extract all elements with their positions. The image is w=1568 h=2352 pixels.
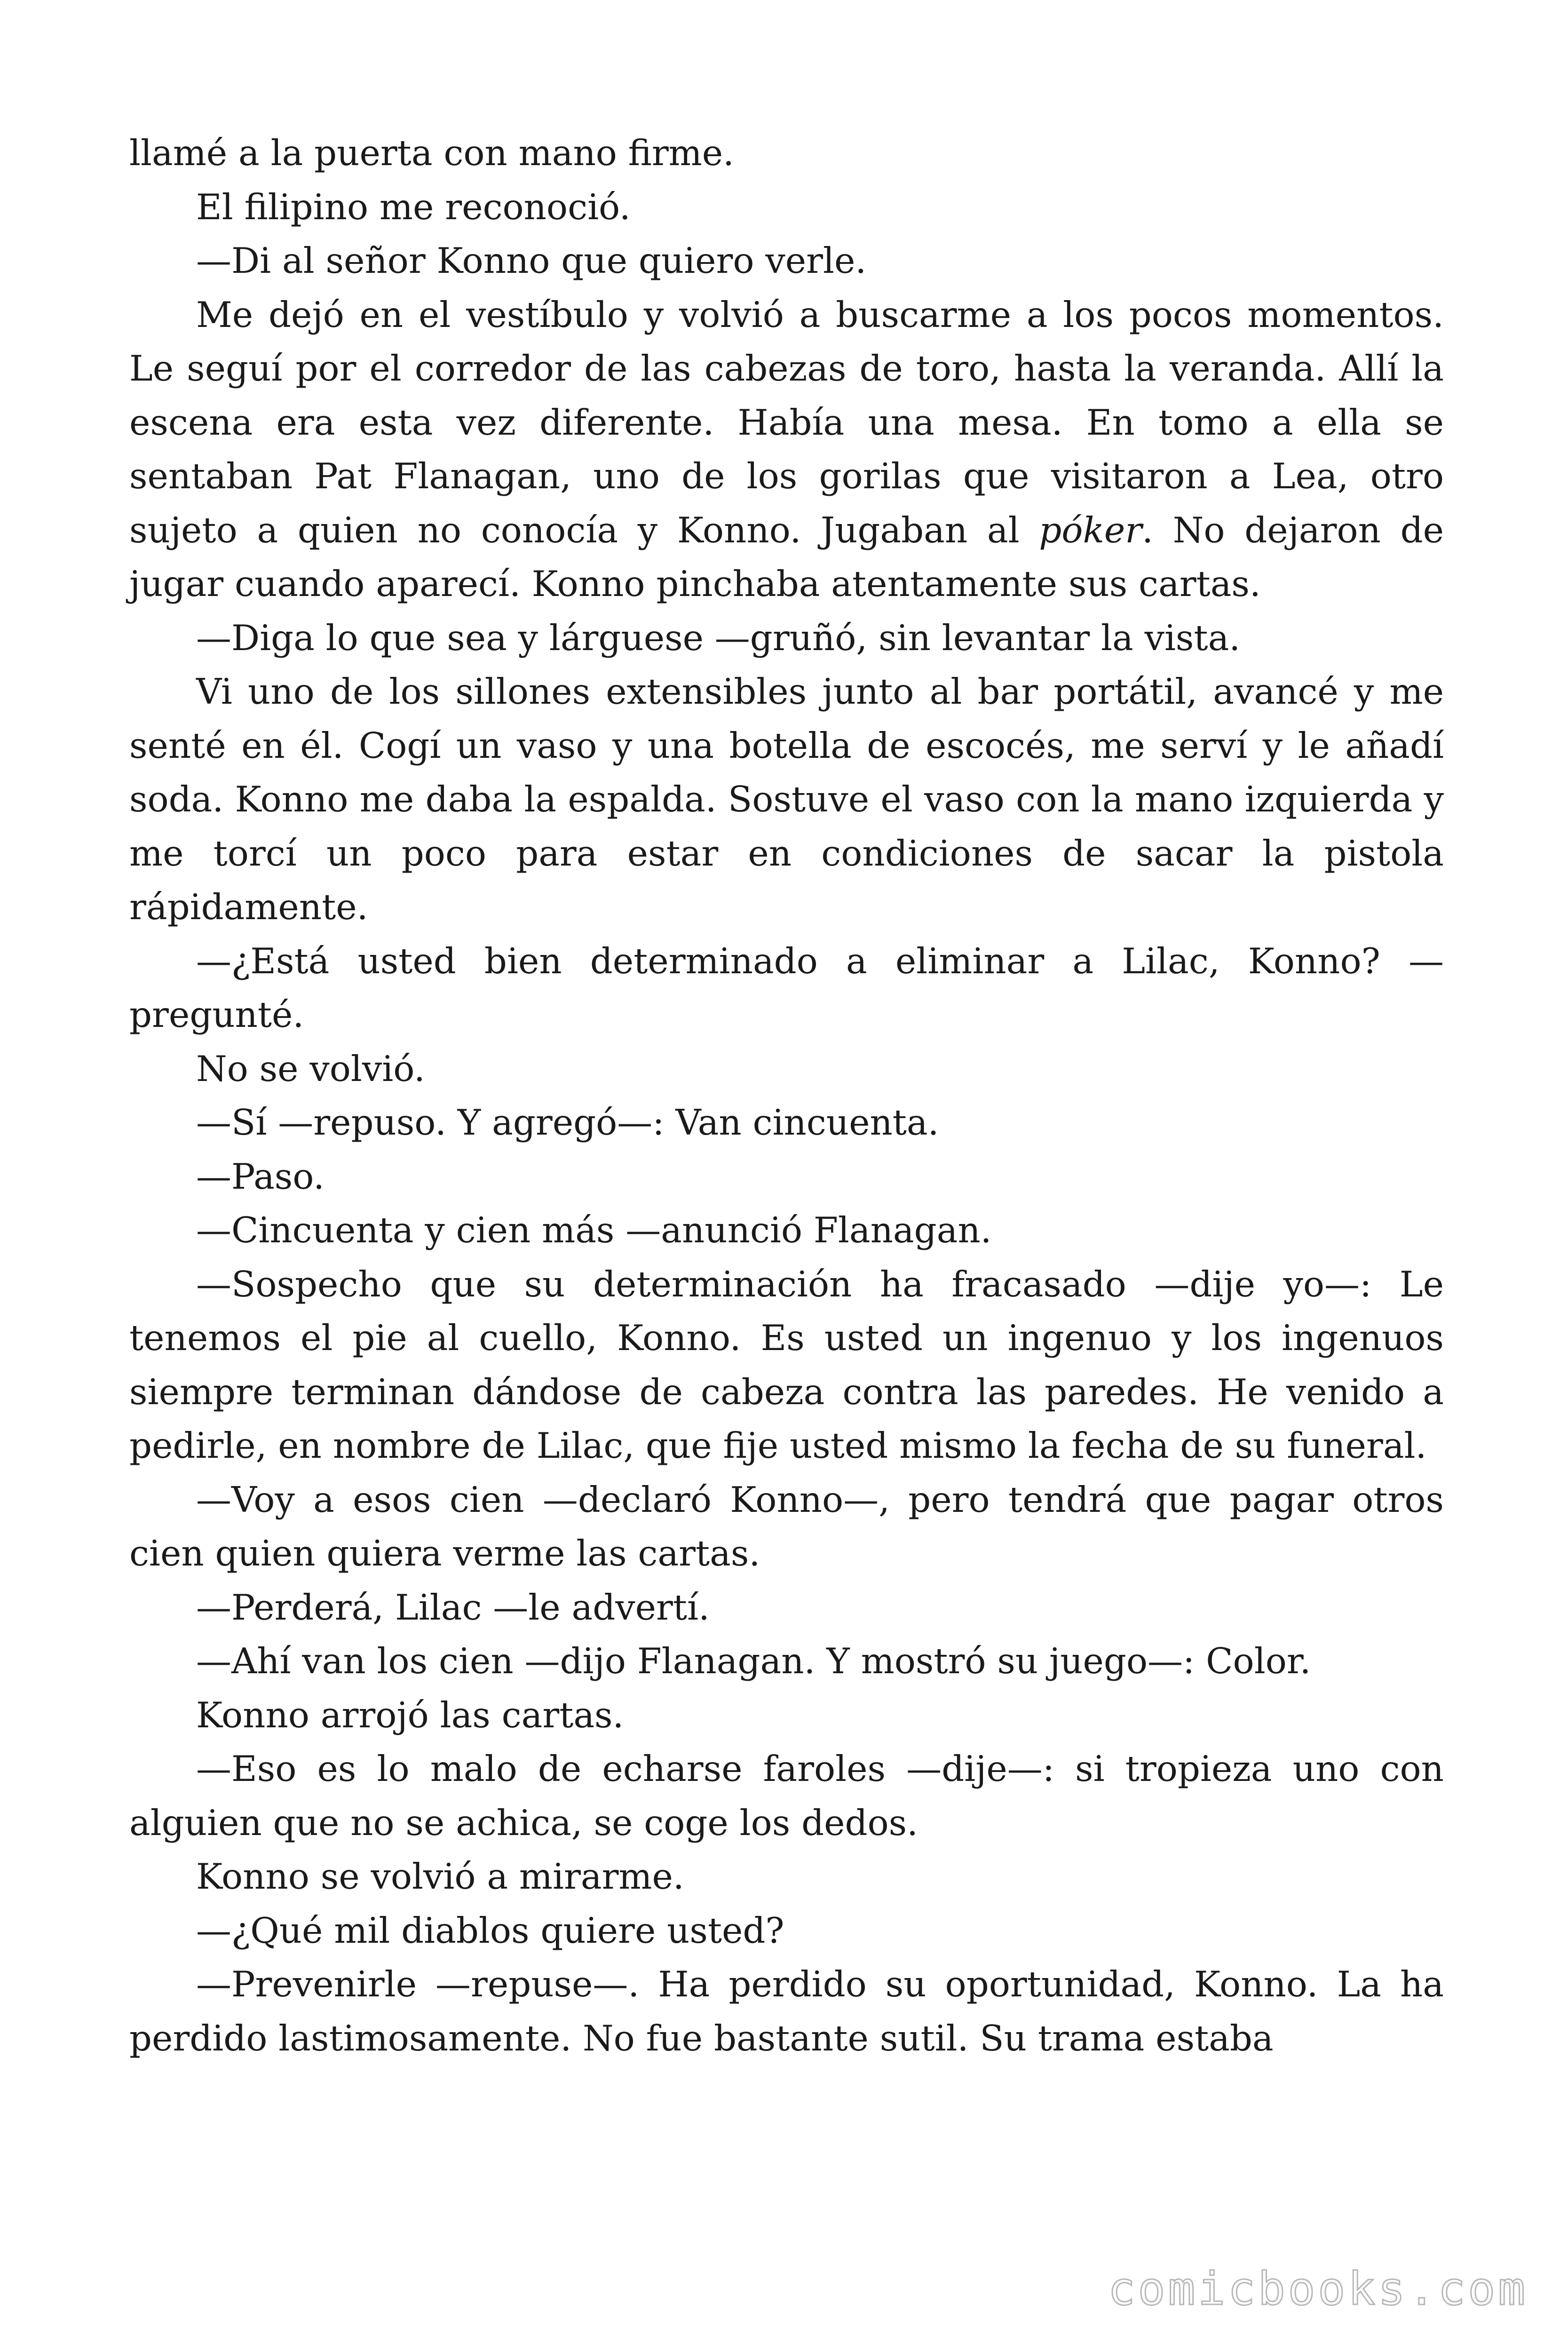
- paragraph: [129, 1257, 1444, 1473]
- paragraph-text: —¿Qué mil diablos quiere usted?: [196, 1909, 784, 1951]
- paragraph: [129, 1203, 1444, 1257]
- paragraph: [129, 234, 1444, 288]
- paragraph: [129, 1150, 1444, 1204]
- paragraph-text: No se volvió.: [196, 1048, 425, 1089]
- paragraph-text: Vi uno de los sillones extensibles junto al bar portátil, avancé y me senté en él. Cogí un vaso y una botella de escocés, me serví y le añadí soda. Konno me daba la espalda. Sostuve el vaso con la mano izquierda y me torcí un poco para estar en condiciones de sacar la pistola rápidamente.: [129, 671, 1444, 928]
- paragraph-text: —Sospecho que su determinación ha fracasado —dije yo—: Le tenemos el pie al cuello, Konno. Es usted un ingenuo y los ingenuos siempre terminan dándose de cabeza contra las paredes. He venido a pedirle, en nombre de Lilac, que fije usted mismo la fecha de su funeral.: [129, 1263, 1444, 1466]
- paragraph: [129, 180, 1444, 234]
- book-page-body: [129, 126, 1444, 2065]
- paragraph-text: El filipino me reconoció.: [196, 186, 631, 228]
- paragraph-text: —Voy a esos cien —declaró Konno—, pero tendrá que pagar otros cien quien quiera verme las cartas.: [129, 1478, 1444, 1574]
- paragraph: [129, 1850, 1444, 1904]
- paragraph: [129, 1581, 1444, 1635]
- paragraph-text: —Eso es lo malo de echarse faroles —dije—: si tropieza uno con alguien que no se achica, se coge los dedos.: [129, 1748, 1444, 1843]
- paragraph-text: —Paso.: [196, 1155, 325, 1197]
- paragraph-text: —Prevenirle —repuse—. Ha perdido su oportunidad, Konno. La ha perdido lastimosamente. No fue bastante sutil. Su trama estaba: [129, 1963, 1444, 2059]
- paragraph-text: —Perderá, Lilac —le advertí.: [196, 1586, 710, 1628]
- paragraph: [129, 1096, 1444, 1150]
- paragraph-text: Konno se volvió a mirarme.: [196, 1856, 684, 1897]
- paragraph: [129, 1904, 1444, 1958]
- paragraph: [129, 1957, 1444, 2065]
- paragraph-text: —Cincuenta y cien más —anunció Flanagan.: [196, 1209, 992, 1251]
- paragraph-text: Me dejó en el vestíbulo y volvió a buscarme a los pocos momentos. Le seguí por el corredor de las cabezas de toro, hasta la veranda. Allí la escena era esta vez diferente. Había una mesa. En tomo a ella se sentaban Pat Flanagan, uno de los gorilas que visitaron a Lea, otro sujeto a quien no conocía y Konno. Jugaban al: [129, 294, 1444, 551]
- paragraph-text: —¿Está usted bien determinado a eliminar a Lilac, Konno? —pregunté.: [129, 940, 1444, 1035]
- paragraph-text: —Diga lo que sea y lárguese —gruñó, sin levantar la vista.: [196, 617, 1241, 659]
- paragraph: [129, 934, 1444, 1042]
- paragraph: [129, 1688, 1444, 1742]
- paragraph: [129, 1473, 1444, 1581]
- paragraph-text: . No dejaron de jugar cuando aparecí. Konno pinchaba atentamente sus cartas.: [129, 509, 1444, 604]
- paragraph: [129, 126, 1444, 180]
- paragraph: [129, 1042, 1444, 1096]
- paragraph: [129, 665, 1444, 934]
- paragraph-text: Konno arrojó las cartas.: [196, 1694, 624, 1736]
- watermark: comicbooks.com: [1108, 2263, 1528, 2315]
- paragraph: [129, 611, 1444, 665]
- italic-text: póker: [1039, 509, 1142, 551]
- paragraph: [129, 1634, 1444, 1688]
- paragraph: [129, 1742, 1444, 1850]
- paragraph-text: —Sí —repuso. Y agregó—: Van cincuenta.: [196, 1102, 939, 1143]
- paragraph-text: llamé a la puerta con mano firme.: [129, 132, 735, 174]
- paragraph-text: —Di al señor Konno que quiero verle.: [196, 240, 867, 281]
- paragraph: [129, 288, 1444, 611]
- paragraph-text: —Ahí van los cien —dijo Flanagan. Y mostró su juego—: Color.: [196, 1640, 1311, 1682]
